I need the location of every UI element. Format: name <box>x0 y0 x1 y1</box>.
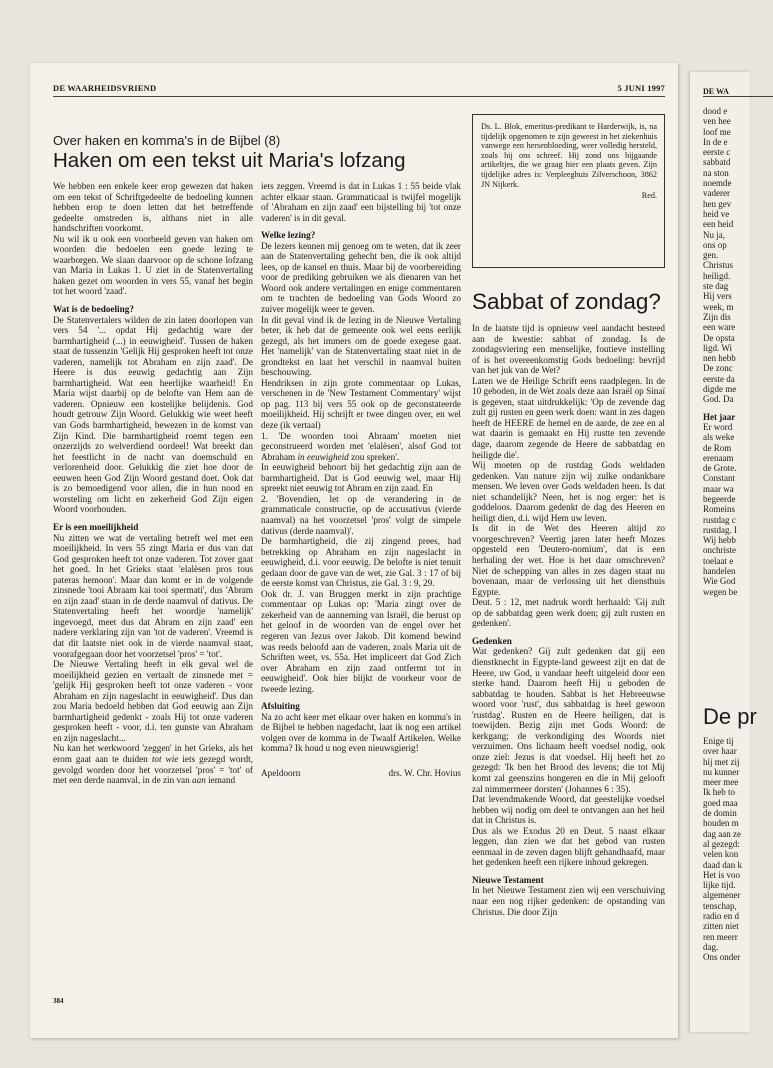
text-line: dag aan ze <box>703 828 741 839</box>
section-heading: Welke lezing? <box>261 230 316 241</box>
paragraph: Deut. 5 : 12, met nadruk wordt herhaald: 'Gij zult op de sabbatdag geen werk doen; gij zult rusten en gedenken'. <box>472 597 665 629</box>
paragraph: 2. 'Bovendien, let op de verandering in de grammaticale constructie, op de accusativus (vierde naamval) na het voorzetsel 'pros' volgt de simpele dativus (derde naamval)'. <box>261 493 461 536</box>
paragraph: In het Nieuwe Testament zien wij een verschuiving naar een nog rijker gedenken: de opstanding van Christus. Die door Zijn <box>472 885 665 917</box>
article-subtitle: Over haken en komma's in de Bijbel (8) <box>53 133 281 148</box>
text-line: heiligd. <box>703 270 731 281</box>
paragraph: Nu kan het werkwoord 'zeggen' in het Grieks, als het erom gaat aan te duiden tot wie iets gezegd wordt, gevolgd worden door het voorzetsel 'pros' = 'tot' of met een derde naamval, in de zin van aan iemand <box>53 743 253 786</box>
issue-date: 5 JUNI 1997 <box>617 83 665 93</box>
text-line: erenaam <box>703 452 734 463</box>
paragraph: De barmhartigheid, die zij zingend prees, had betrekking op Abraham en zijn nageslacht in eeuwigheid, d.i. voor eeuwig. De belofte is niet tenuit gedaan door de gave van de wet, zie Gal. 3 : 17 of bij de eerste komst van Christus, zie Gal. 3 : 9, 29. <box>261 536 461 589</box>
paragraph: We hebben een enkele keer erop gewezen dat haken om een tekst of Schriftgedeelte de bedoeling kunnen hebben erop te doen letten dat het betreffende gedeelte omstreden is, althans niet in alle handschriften voorkomt. <box>53 181 253 234</box>
text-line: Christus <box>703 260 734 271</box>
paragraph: 1. 'De woorden tooi Abraam' moeten niet geconstrueerd worden met 'elalèsen', alsof God tot Abraham in eeuwigheid zou spreken'. <box>261 430 461 462</box>
text-line: ren meerr <box>703 931 738 942</box>
text-line: hen gev <box>703 198 732 209</box>
paragraph: De Nieuwe Vertaling heeft in elk geval wel de moeilijkheid gezien en vertaalt de zinsnede met = 'gelijk Hij gesproken heeft tot onze vaderen - voor Abraham en zijn nageslacht in eeuwigheid'. Dus dan zou Maria bedoeld hebben dat God eeuwig aan Zijn barmhartigheid gedenkt - zoals Hij tot onze vaderen gesproken heeft - voor, d.i. ten gunste van Abraham en zijn nageslacht... <box>53 659 253 743</box>
text-line: over haar <box>703 746 737 757</box>
text-line: nu kunner <box>703 766 740 777</box>
page-number: 384 <box>53 997 64 1005</box>
article-column-1 <box>53 181 253 786</box>
paragraph: iets zeggen. Vreemd is dat in Lukas 1 : 55 beide vlak achter elkaar staan. Grammaticaal is twijfel mogelijk of 'Abraham en zijn zaad' een bijstelling bij 'tot onze vaderen' is in dit geval. <box>261 181 461 223</box>
text-line: De zonc <box>703 363 733 374</box>
text-line: een ware <box>703 322 736 333</box>
text-line: De opsta <box>703 332 735 343</box>
text-line: de Grote. <box>703 463 737 474</box>
text-line: Nu ja, <box>703 229 725 240</box>
text-line: Enige tij <box>703 736 734 746</box>
text-line: Hij vers <box>703 291 732 302</box>
section-heading: Het jaar <box>703 411 736 422</box>
section-heading: Gedenken <box>472 635 512 646</box>
text-line: ons op <box>703 239 727 250</box>
text-line: wegen be <box>703 586 738 597</box>
text-line: Het is voo <box>703 869 740 880</box>
section-heading: Nieuwe Testament <box>472 874 544 885</box>
text-line: loof me <box>703 126 731 137</box>
next-page-column <box>703 106 763 597</box>
text-line: een heid <box>703 219 734 230</box>
text-line: de domin <box>703 808 737 819</box>
text-line: Zijn dis <box>703 311 731 322</box>
text-line: rustdag c <box>703 514 736 525</box>
text-line: toelaat e <box>703 555 734 566</box>
text-line: rustdag. I <box>703 524 737 535</box>
text-line: de Rom <box>703 442 732 453</box>
paragraph: Nu zitten we wat de vertaling betreft wel met een moeilijkheid. In vers 55 zingt Maria er dus van dat God gesproken heeft tot onze vaderen. Tot zover gaat het goed. In het Grieks staat 'elalèsen pros tous pateras hemoon'. Maar dan komt er in de volgende zinsnede 'tooi Abraam kai tooi spermati', dus 'Abram en zijn zaad' staan in de derde naamval of dativus. De Statenvertaling heeft het woordje 'namelijk' ingevoegd, meet dus dat Abram en zijn zaad' een nadere verklaring zijn van 'tot de vaderen'. Vreemd is dat dit laatste niet ook in de vierde naamval staat, voorafgegaan door het voorzetsel 'pros' = 'tot'. <box>53 532 253 659</box>
author-signature: Apeldoorn drs. W. Chr. Hovius <box>261 767 461 778</box>
text-line: velen kon <box>703 849 739 860</box>
paragraph: In dit geval vind ik de lezing in de Nieuwe Vertaling beter, ik heb dat de gemeente ook wel eens eerlijk gezegd, als het immers om de goede exegese gaat. Het 'namelijk' van de Statenvertaling staat niet in de grondtekst en laat het verschil in naamval buiten beschouwing. <box>261 314 461 378</box>
text-line: Wij hebb <box>703 535 736 546</box>
text-line: ligd. Wi <box>703 342 732 353</box>
text-line: sabbatd <box>703 157 731 168</box>
text-line: onchriste <box>703 545 736 556</box>
text-line: eerste c <box>703 147 731 158</box>
text-line: Constant <box>703 473 736 484</box>
text-line: heid ve <box>703 208 730 219</box>
paragraph: Ook dr. J. van Bruggen merkt in zijn prachtige commentaar op Lukas op: 'Maria zingt over de zekerheid van de aanneming van Israël, die berust op het geloof in de woorden van de engel over het regeren van Jezus over Jakob. Dit komend bewind was reeds beloofd aan de vaderen, zoals Maria uit de Schriften weet, vs. 55a. Het impliceert dat God Zich over Abraham en zijn zaad ontfermt tot in eeuwigheid'. Ook hier blijkt de voorkeur voor de tweede lezing. <box>261 588 461 694</box>
text-line: ven hee <box>703 116 731 127</box>
text-line: Ons onder <box>703 952 741 963</box>
text-line: nen hebb <box>703 353 736 364</box>
text-line: tenschap, <box>703 900 737 911</box>
text-line: Er word <box>703 421 733 432</box>
next-page-edge <box>690 72 757 1032</box>
text-line: Ik heb to <box>703 787 735 798</box>
editorial-notice <box>472 114 665 268</box>
paragraph: Na zo acht keer met elkaar over haken en komma's in de Bijbel te hebben nagedacht, laat ik nog een artikel volgen over de komma in de Twaalf Artikelen. Welke komma? Ik houd u nog even nieuwsgierig! <box>261 711 461 754</box>
paragraph: Is dit in de Wet des Heeren altijd zo voorgeschreven? Veertig jaren later heeft Mozes opgesteld een 'Deutero-nomium', dat is een herhaling der wet. Hoe is het daar omschreven? Niet de schepping van alles in zes dagen staat nu bovenaan, maar de verlossing uit het diensthuis Egypte. <box>472 523 665 597</box>
next-page-title: De pr <box>703 704 757 729</box>
text-line: Romeins <box>703 504 736 515</box>
text-line: eerste da <box>703 373 735 384</box>
text-line: noemde <box>703 178 732 189</box>
text-line: radio en d <box>703 911 739 922</box>
section-heading: Afsluiting <box>261 701 300 712</box>
text-line: digde me <box>703 384 737 395</box>
article-column-2 <box>261 181 461 779</box>
text-line: algemener <box>703 890 741 901</box>
text-line: gen. <box>703 250 719 261</box>
text-line: ste dag <box>703 281 729 292</box>
text-line: dag. <box>703 941 719 952</box>
notice-text: Ds. L. Blok, emeritus-predikant te Harderwijk, is, na tijdelijk opgenomen te zijn geweest in het ziekenhuis vanwege een hersenbloeding, weer volledig hersteld, zoals hij ons schreef. Hij zond ons bijgaande artikeltjes, die we graag hier een plaats geven. Zijn tijdelijke adres is: Verpleeghuis Zilverschoon, 3862 JN Nijkerk. <box>481 122 657 189</box>
text-line: In de e <box>703 136 728 147</box>
text-line: vaderer <box>703 188 730 199</box>
text-line: goed maa <box>703 797 738 808</box>
text-line: hij met zij <box>703 756 740 767</box>
text-line: maar wa <box>703 483 734 494</box>
paragraph: Nu wil ik u ook een voorbeeld geven van haken om woorden die bedoelen een goede lezing te waarborgen. We slaan daarvoor op de schone lofzang van Maria in Lukas 1. U ziet in de Statenvertaling haken gezet om woorden in vers 55, vanaf het begin tot het woord 'zaad'. <box>53 233 253 297</box>
paragraph: Dat levendmakende Woord, dat geestelijke voedsel hebben wij nodig om deel te ontvangen aan het heil dat in Christus is. <box>472 794 665 826</box>
article-title: Sabbat of zondag? <box>472 289 661 314</box>
paragraph: De lezers kennen mij genoeg om te weten, dat ik zeer aan de Statenvertaling gehecht ben, die ik ook altijd lees, op de kansel en thuis. Maar bij de voorbereiding voor de prediking gebruiken we als dienaren van het Woord ook andere vertalingen en enige commentaren om te trachten de bedoeling van Gods Woord zo zuiver mogelijk weer te geven. <box>261 240 461 315</box>
text-line: lijke tijd. <box>703 880 736 891</box>
section-heading: Er is een moeilijkheid <box>53 521 139 532</box>
text-line: zitten niet <box>703 921 739 932</box>
text-line: week, m <box>703 301 734 312</box>
notice-signature: Red. <box>641 191 657 201</box>
paragraph: Hendriksen in zijn grote commentaar op Lukas, verschenen in de 'New Testament Commentary' wijst op pag. 113 bij vers 55 ook op de geconstateerde moeilijkheid. Hij schrijft er twee dingen over, en wel deze (ik vertaal) <box>261 377 461 431</box>
text-line: als weke <box>703 432 735 443</box>
text-line: God. Da <box>703 394 734 405</box>
section-heading: Wat is de bedoeling? <box>53 304 134 315</box>
text-line: dood e <box>703 106 728 116</box>
article-column-3 <box>472 323 665 917</box>
next-page-header: DE WA <box>703 87 773 97</box>
next-page-column-2 <box>703 736 763 963</box>
page-header <box>53 82 665 97</box>
article-title: Haken om een tekst uit Maria's lofzang <box>53 149 406 172</box>
paragraph: In de laatste tijd is opnieuw veel aandacht besteed aan de kwestie: sabbat of zondag. Is de zondagsviering een menselijke, foutieve instelling of is het overeenkomstig Gods bedoeling: bevrijd van het juk van de Wet? <box>472 323 665 376</box>
paragraph: De Statenvertalers wilden de zin laten doorlopen van vers 54 '... opdat Hij gedachtig ware der barmhartigheid (...) in eeuwigheid'. Tussen de haken staat de tussenzin 'Gelijk Hij gesproken heeft tot onze vaderen, namelijk tot Abraham en zijn zaad'. De Heere is dus eeuwig gedachtig aan Zijn barmhartigheid. Wat een heerlijke waarheid! En Maria wijst daarbij op de belofte van Hem aan de vaderen. Opnieuw een kostelijke belijdenis. God houdt getrouw Zijn Woord. Gelukkig wie weet heeft van Gods barmhartigheid, bewezen in de komst van Zijn Kind. Die barmhartigheid roemt tegen een onzerzijds zo welverdiend oordeel! Wat breekt dan het feestlicht in de nacht van doemschuld en verlorenheid door. Gelukkig die ziet hoe door de eeuwen heen God Zijn Woord gestand doet. Ook dat is zo bemoedigend voor allen, die in hun nood en worsteling om licht en zekerheid God Zijn eigen Woord voorhouden. <box>53 314 253 515</box>
paragraph: In eeuwigheid behoort bij het gedachtig zijn aan de barmhartigheid. Dat is God eeuwig wel, maar Hij spreekt niet eeuwig tot Abram en zijn zaad. En <box>261 462 461 494</box>
text-line: houden m <box>703 818 739 829</box>
text-line: meer mee <box>703 777 739 788</box>
text-line: begeerde <box>703 493 736 504</box>
text-line: na ston <box>703 167 729 178</box>
text-line: al gezegd: <box>703 838 740 849</box>
paragraph: Wat gedenken? Gij zult gedenken dat gij een dienstknecht in Egypte-land geweest zijt en dat de Heere, uw God, u vandaar heeft uitgeleid door een sterke hand. Daarom heeft Hij u geboden de sabbatdag te houden. Sabbat is het Hebreeuwse woord voor 'rust', dus sabbatdag is heel gewoon 'rustdag'. Rusten en de Heere heiligen, dat is toewijden. Bezig zijn met Gods Woord: de kerkgang; de verkondiging des Woords niet verzuimen. Ons lichaam heeft voedsel nodig, ook onze ziel: Jezus is dat voedsel. Hij heeft het zo gezegd: 'Ik ben het Brood des levens; die tot Mij komt zal geenszins hongeren en die in Mij gelooft zal nimmermeer dorsten' (Johannes 6 : 35). <box>472 646 665 794</box>
paragraph: Laten we de Heilige Schrift eens raadplegen. In de 10 geboden, in de Wet zoals deze aan Israël op Sinaï is gegeven, staat uitdrukkelijk: 'Op de zevende dag zult gij rusten en geen werk doen: want in zes dagen heeft de HEERE de hemel en de aarde, de zee en al wat daarin is gemaakt en Hij rustte ten zevende dage, daarom zegende de Heere de sabbatdag en heiligde die'. <box>472 375 665 460</box>
newspaper-page <box>30 63 678 1038</box>
text-line: daad dan k <box>703 859 742 870</box>
paragraph: Wij moeten op de rustdag Gods weldaden gedenken. Van nature zijn wij zulke ondankbare mensen. We leven over Gods weldaden heen. Is dat niet schandelijk? Neen, het is nog erger: het is goddeloos. Daarom gedenkt de dag des Heeren en heiligt dien, d.i. wijd Hem uw leven. <box>472 460 665 523</box>
publication-name: DE WAARHEIDSVRIEND <box>53 83 157 93</box>
text-line: Wie God <box>703 576 736 587</box>
paragraph: Dus als we Exodus 20 en Deut. 5 naast elkaar leggen, dan zien we dat het gebod van rusten eenmaal in de zeven dagen blijft gehandhaafd, maar het gedenken heeft een rijkere inhoud gekregen. <box>472 825 665 868</box>
text-line: handelen <box>703 566 736 577</box>
